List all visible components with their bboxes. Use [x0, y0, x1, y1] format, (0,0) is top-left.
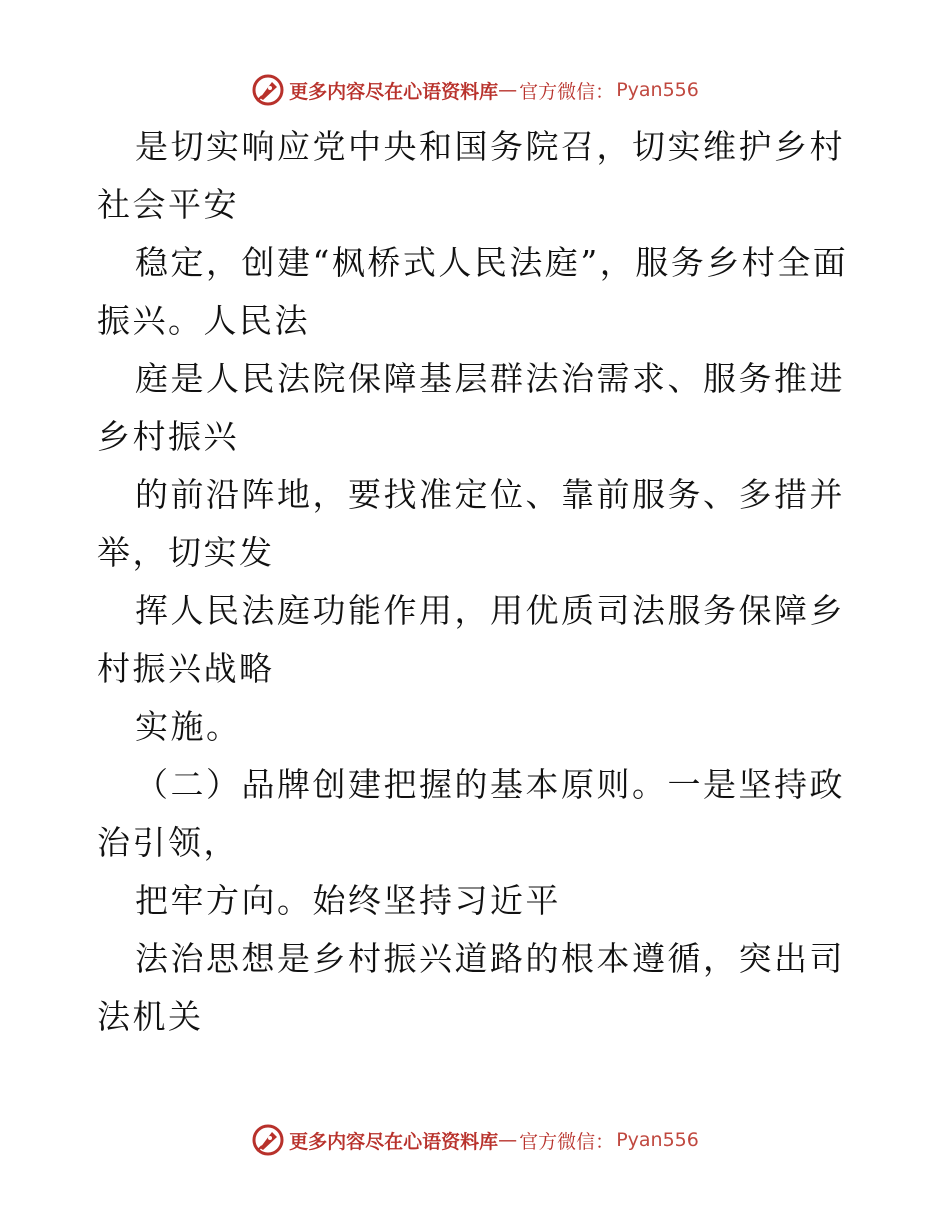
document-body	[0, 118, 950, 1046]
wechat-label: 官方微信：	[519, 80, 615, 103]
paragraph-1: 是切实响应党中央和国务院召，切实维护乡村社会平安	[97, 127, 845, 224]
fountain-pen-nib-logo-icon	[251, 1123, 285, 1157]
site-text: 更多内容尽在心语资料库	[289, 80, 499, 103]
footer-banner	[0, 1120, 950, 1160]
fountain-pen-nib-logo-icon	[251, 73, 285, 107]
paragraph-7: （二）品牌创建把握的基本原则。一是坚持政治引领，	[97, 765, 845, 862]
paragraph-3: 庭是人民法院保障基层群法治需求、服务推进乡村振兴	[97, 359, 845, 456]
footer-wechat-id: Pyan556	[616, 1129, 699, 1151]
paragraph-5: 挥人民法庭功能作用，用优质司法服务保障乡村振兴战略	[97, 591, 845, 688]
paragraph-9: 法治思想是乡村振兴道路的根本遵循，突出司法机关	[97, 939, 845, 1036]
footer-wechat-label: 官方微信：	[519, 1130, 615, 1153]
paragraph-6: 实施。	[135, 707, 242, 746]
paragraph-8: 把牢方向。始终坚持习近平	[135, 881, 561, 920]
header-banner	[0, 70, 950, 110]
footer-separator: —	[498, 1129, 518, 1151]
separator: —	[498, 79, 518, 101]
footer-site-text: 更多内容尽在心语资料库	[289, 1130, 499, 1153]
wechat-id: Pyan556	[616, 79, 699, 101]
paragraph-2: 稳定，创建“枫桥式人民法庭”，服务乡村全面振兴。人民法	[97, 243, 849, 340]
paragraph-4: 的前沿阵地，要找准定位、靠前服务、多措并举，切实发	[97, 475, 845, 572]
